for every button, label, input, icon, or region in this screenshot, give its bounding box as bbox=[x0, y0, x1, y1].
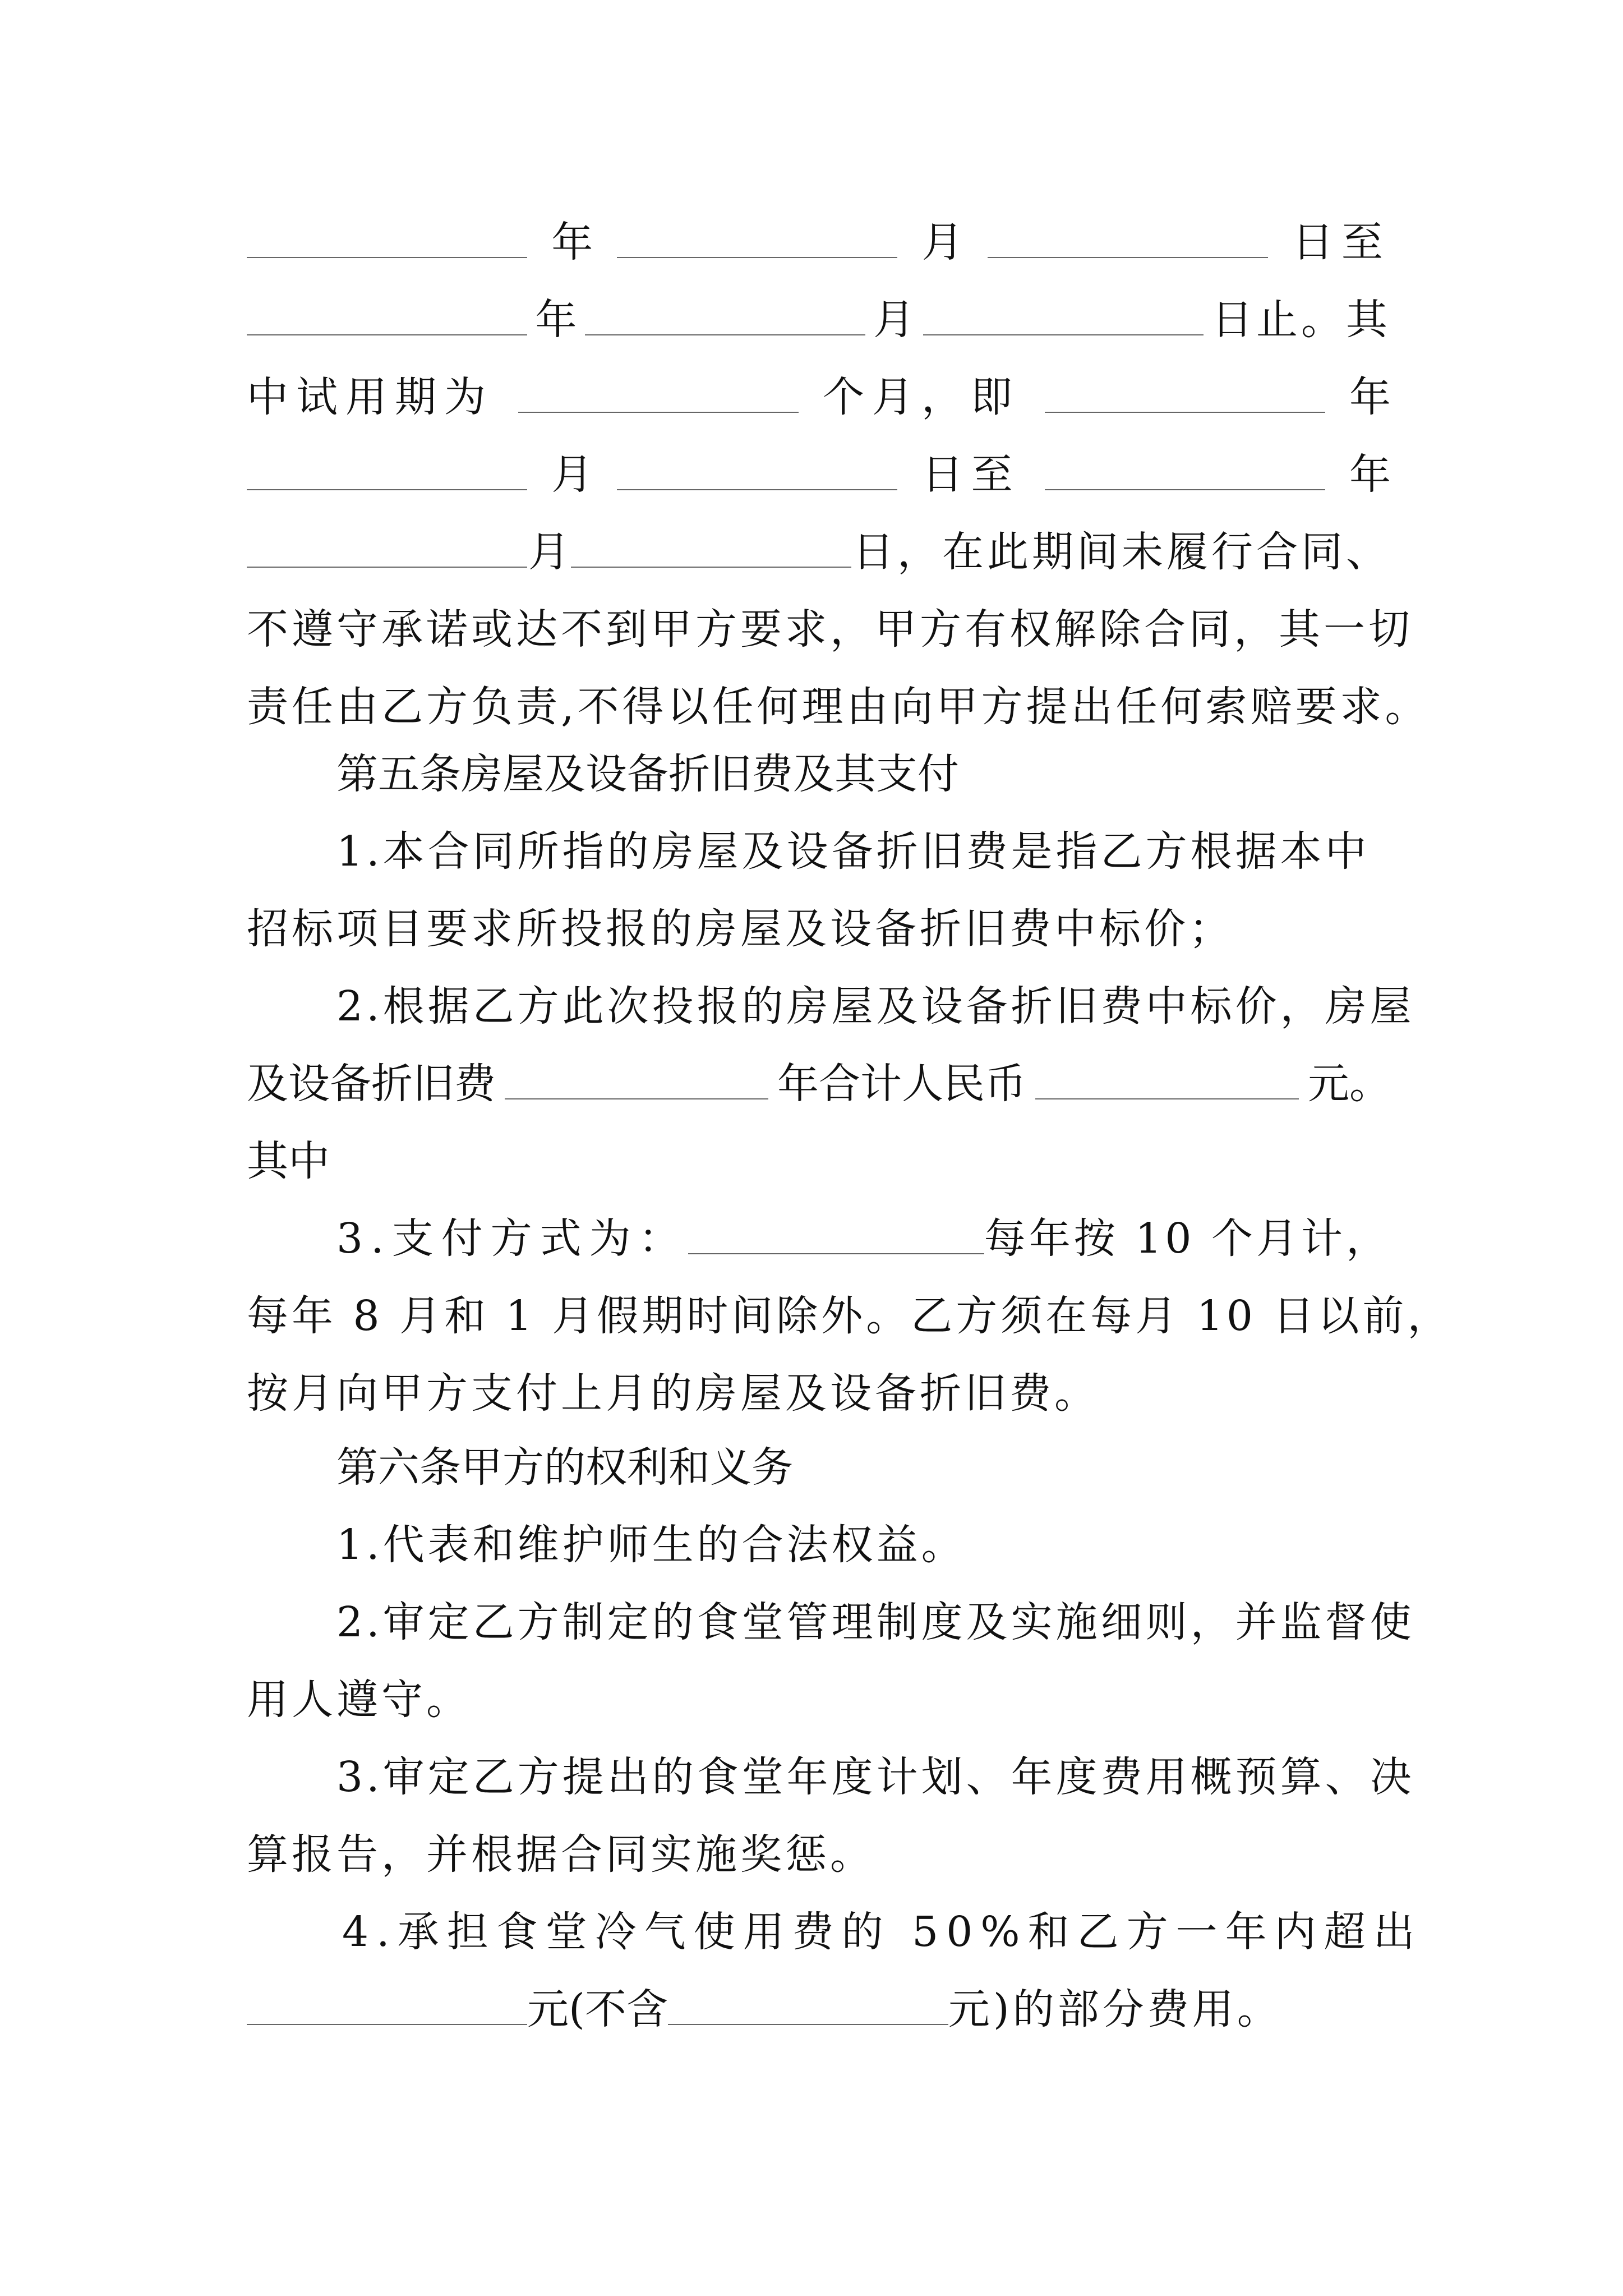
term-line-1 bbox=[247, 209, 1391, 276]
text-sentence: 日，在此期间未履行合同、 bbox=[852, 528, 1391, 576]
text-day-to: 日至 bbox=[1292, 218, 1391, 266]
blank-field[interactable] bbox=[571, 567, 851, 568]
paragraph-text: 2.根据乙方此次投报的房屋及设备折旧费中标价，房屋 bbox=[336, 982, 1415, 1030]
text-day-end: 日止。其 bbox=[1211, 296, 1391, 344]
paragraph-text: 不遵守承诺或达不到甲方要求，甲方有权解除合同，其一切 bbox=[247, 605, 1413, 654]
paragraph-text: 每年 8 月和 1 月假期时间除外。乙方须在每月 10 日以前， bbox=[247, 1292, 1453, 1340]
text-payment-months: 每年按 10 个月计， bbox=[984, 1214, 1391, 1263]
article-6-heading bbox=[336, 1434, 1391, 1501]
article-6-item-3-line-2 bbox=[247, 1821, 1391, 1888]
text-day-to: 日至 bbox=[921, 450, 1021, 499]
text-month: 月 bbox=[551, 450, 593, 499]
term-line-5 bbox=[247, 518, 1391, 586]
blank-field[interactable] bbox=[585, 334, 865, 335]
text-probation-label: 中试用期为 bbox=[247, 373, 494, 421]
blank-field[interactable] bbox=[247, 334, 527, 335]
section-heading: 第五条房屋及设备折旧费及其支付 bbox=[336, 750, 959, 798]
paragraph-text: 用人遵守。 bbox=[247, 1676, 471, 1724]
text-year: 年 bbox=[535, 296, 577, 344]
blank-field[interactable] bbox=[988, 257, 1268, 258]
article-5-item-2-line-2 bbox=[247, 1050, 1391, 1117]
text-partial-cost: 元)的部分费用。 bbox=[948, 1985, 1282, 2033]
text-month: 月 bbox=[921, 218, 963, 266]
article-6-item-2-line-1 bbox=[336, 1589, 1415, 1656]
article-5-item-1-line-1 bbox=[336, 818, 1391, 885]
blank-field[interactable] bbox=[617, 489, 897, 490]
article-5-heading bbox=[336, 740, 1391, 808]
text-year: 年 bbox=[551, 218, 593, 266]
blank-field[interactable] bbox=[1045, 489, 1325, 490]
paragraph-text: 算报告，并根据合同实施奖惩。 bbox=[247, 1830, 875, 1879]
article-5-item-2-line-1 bbox=[336, 973, 1415, 1040]
paragraph-text: 其中 bbox=[247, 1137, 330, 1185]
paragraph-text: 2.审定乙方制定的食堂管理制度及实施细则，并监督使 bbox=[336, 1598, 1415, 1646]
paragraph-text: 4.承担食堂冷气使用费的 50%和乙方一年内超出 bbox=[342, 1908, 1423, 1956]
text-month: 月 bbox=[528, 528, 570, 576]
blank-field[interactable] bbox=[247, 489, 527, 490]
article-5-item-3-line-2 bbox=[247, 1282, 1453, 1350]
article-5-item-2-line-3 bbox=[247, 1128, 1391, 1195]
term-line-7 bbox=[247, 673, 1430, 740]
blank-field[interactable] bbox=[617, 257, 897, 258]
blank-field[interactable] bbox=[247, 567, 527, 568]
text-fee-label: 及设备折旧费 bbox=[247, 1060, 496, 1108]
blank-field[interactable] bbox=[1045, 412, 1325, 413]
article-6-item-4-line-2 bbox=[247, 1976, 1391, 2043]
text-total-label: 年合计人民币 bbox=[777, 1060, 1026, 1108]
blank-field[interactable] bbox=[668, 2024, 948, 2025]
blank-field[interactable] bbox=[247, 2024, 527, 2025]
text-year: 年 bbox=[1349, 450, 1391, 499]
text-yuan: 元。 bbox=[1308, 1060, 1391, 1108]
paragraph-text: 3.审定乙方提出的食堂年度计划、年度费用概预算、决 bbox=[336, 1753, 1415, 1801]
term-line-4 bbox=[247, 441, 1391, 508]
blank-field[interactable] bbox=[923, 334, 1204, 335]
paragraph-text: 1.代表和维护师生的合法权益。 bbox=[336, 1521, 966, 1569]
text-payment-method: 3.支付方式为： bbox=[336, 1214, 688, 1263]
article-6-item-1 bbox=[336, 1511, 1391, 1579]
article-5-item-1-line-2 bbox=[247, 895, 1391, 963]
paragraph-text: 按月向甲方支付上月的房屋及设备折旧费。 bbox=[247, 1369, 1099, 1418]
blank-field[interactable] bbox=[247, 257, 527, 258]
paragraph-text: 招标项目要求所投报的房屋及设备折旧费中标价； bbox=[247, 905, 1234, 953]
text-months: 个月，即 bbox=[823, 373, 1020, 421]
text-yuan-excluding: 元(不含 bbox=[527, 1985, 668, 2033]
text-month: 月 bbox=[873, 296, 915, 344]
paragraph-text: 责任由乙方负责,不得以任何理由向甲方提出任何索赔要求。 bbox=[247, 683, 1430, 731]
section-heading: 第六条甲方的权利和义务 bbox=[336, 1443, 793, 1492]
blank-field[interactable] bbox=[688, 1253, 984, 1254]
article-6-item-4-line-1 bbox=[342, 1898, 1423, 1966]
blank-field[interactable] bbox=[1035, 1098, 1299, 1099]
article-5-item-3-line-3 bbox=[247, 1360, 1391, 1427]
term-line-2 bbox=[247, 286, 1391, 353]
term-line-3 bbox=[247, 364, 1391, 431]
term-line-6 bbox=[247, 596, 1413, 663]
paragraph-text: 1.本合同所指的房屋及设备折旧费是指乙方根据本中 bbox=[336, 827, 1370, 876]
article-6-item-2-line-2 bbox=[247, 1666, 1391, 1733]
blank-field[interactable] bbox=[505, 1098, 768, 1099]
text-year: 年 bbox=[1349, 373, 1391, 421]
blank-field[interactable] bbox=[518, 412, 799, 413]
article-6-item-3-line-1 bbox=[336, 1743, 1415, 1811]
article-5-item-3-line-1 bbox=[336, 1205, 1391, 1272]
